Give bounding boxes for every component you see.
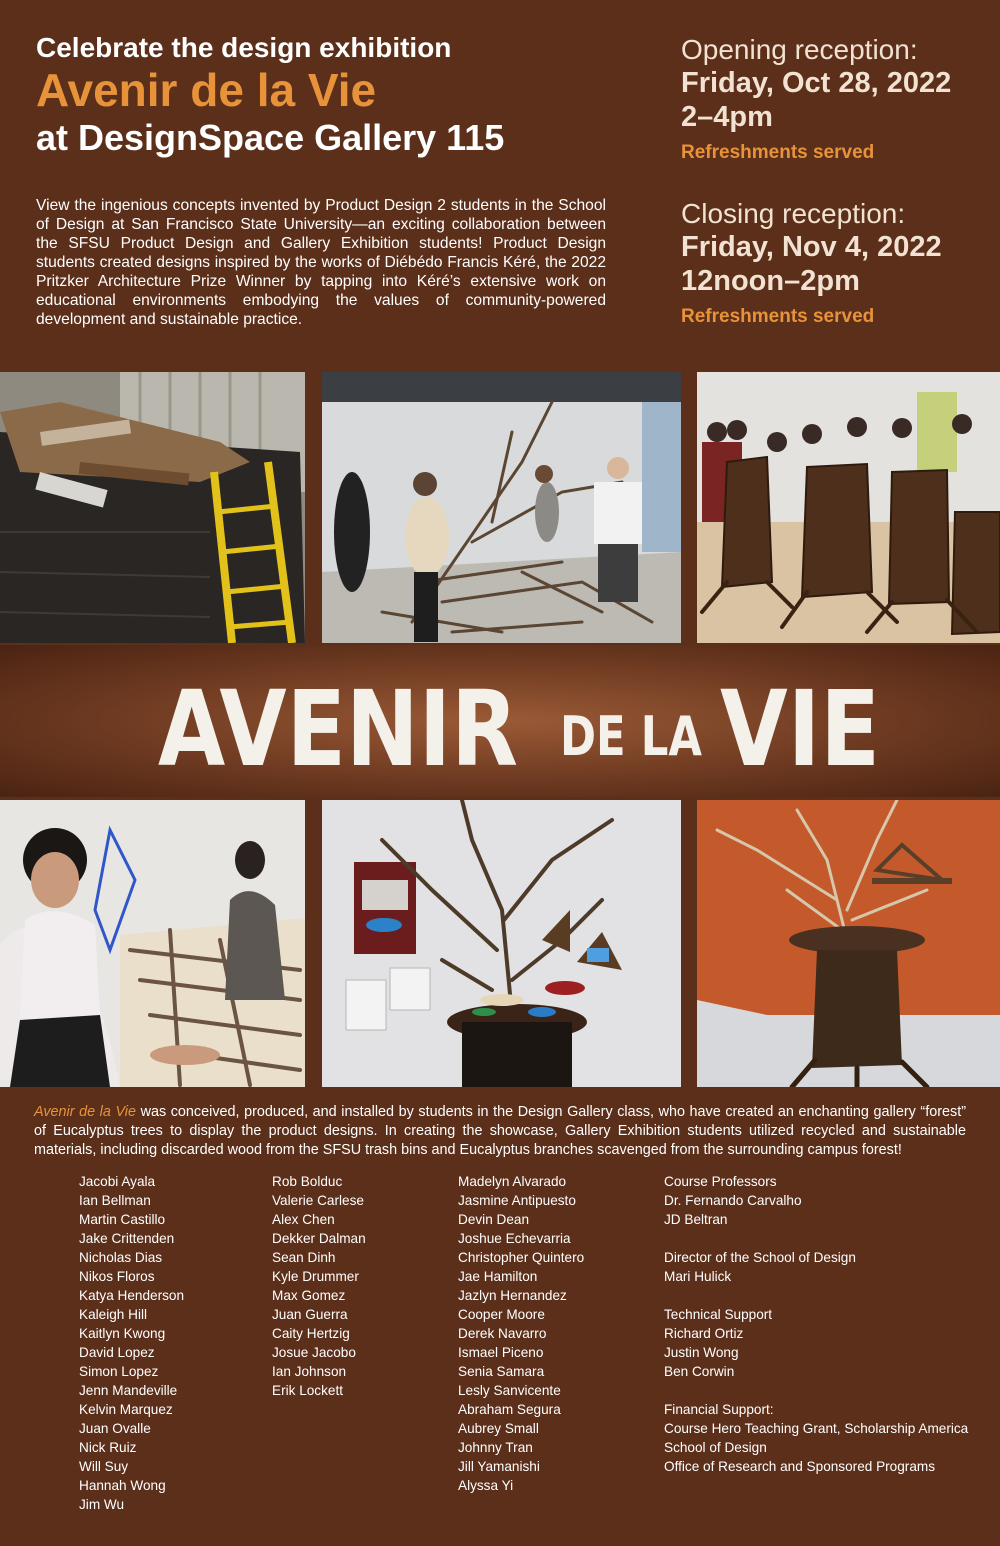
student-name: Josue Jacobo [272, 1345, 356, 1360]
student-name: Juan Ovalle [79, 1421, 151, 1436]
financial-support-item: Office of Research and Sponsored Programs [664, 1459, 936, 1474]
tech-support-heading: Technical Support [664, 1307, 773, 1322]
student-name: Hannah Wong [79, 1478, 166, 1493]
opening-date: Friday, Oct 28, 2022 [681, 67, 952, 99]
student-name: Nicholas Dias [79, 1250, 163, 1265]
banner-word-vie: VIE [720, 668, 880, 790]
student-name: Valerie Carlese [272, 1193, 364, 1208]
exhibition-banner [0, 645, 1000, 797]
students-column-1 [79, 1172, 184, 1514]
student-name: Alex Chen [272, 1212, 335, 1227]
photo-display-tree [322, 800, 681, 1087]
student-name: Aubrey Small [458, 1421, 539, 1436]
closing-refreshments: Refreshments served [681, 306, 875, 327]
student-name: Lesly Sanvicente [458, 1383, 561, 1398]
professors-heading: Course Professors [664, 1174, 777, 1189]
photo-orange-wall-tree [697, 800, 1000, 1087]
student-name: Sean Dinh [272, 1250, 336, 1265]
student-name: Jenn Mandeville [79, 1383, 178, 1398]
student-name: David Lopez [79, 1345, 155, 1360]
intro-line-1: Celebrate the design exhibition [36, 32, 452, 63]
student-name: Alyssa Yi [458, 1478, 514, 1493]
gallery-line: at DesignSpace Gallery 115 [36, 117, 505, 158]
professor-name: JD Beltran [664, 1212, 728, 1227]
credit-text: was conceived, produced, and installed by students in the Design Gallery class, who have created an enchanting gallery “forest” of Eucalyptus trees to display the product designs. In creating the showcase, Gallery Exhibition students utilized recycled and sustainable materials, including discarded wood from the SFSU trash bins and Eucalyptus branches scavenged from the surrounding campus forest! [34, 1104, 966, 1158]
students-column-3 [458, 1172, 584, 1495]
student-name: Jill Yamanishi [458, 1459, 540, 1474]
tech-support-name: Ben Corwin [664, 1364, 735, 1379]
students-column-2 [272, 1172, 366, 1400]
intro-block [36, 32, 616, 329]
closing-label: Closing reception: [681, 198, 906, 229]
exhibition-description: View the ingenious concepts invented by Product Design 2 students in the School of Design at San Francisco State University—an exciting collaboration between the SFSU Product Design and Gallery Exhibition students! Product Design students created designs inspired by the works of Diébédo Francis Kéré, the 2022 Pritzker Architecture Prize Winner by tapping into Kéré’s extensive work on educational environments embodying the values of community-powered development and sustainable practice. [36, 197, 606, 328]
student-name: Juan Guerra [272, 1307, 348, 1322]
photo-dumpster [0, 372, 305, 643]
student-name: Martin Castillo [79, 1212, 166, 1227]
opening-reception [681, 34, 981, 164]
student-name: Caity Hertzig [272, 1326, 350, 1341]
banner-word-avenir: AVENIR [158, 668, 518, 790]
closing-time: 12noon–2pm [681, 265, 860, 297]
student-name: Kelvin Marquez [79, 1402, 173, 1417]
student-name: Nikos Floros [79, 1269, 155, 1284]
opening-refreshments: Refreshments served [681, 142, 875, 163]
photo-tree-stumps [697, 372, 1000, 643]
student-name: Johnny Tran [458, 1440, 533, 1455]
student-name: Rob Bolduc [272, 1174, 343, 1189]
professor-name: Dr. Fernando Carvalho [664, 1193, 802, 1208]
student-name: Ian Johnson [272, 1364, 347, 1379]
student-name: Kaleigh Hill [79, 1307, 148, 1322]
student-name: Ian Bellman [79, 1193, 151, 1208]
student-name: Jazlyn Hernandez [458, 1288, 567, 1303]
student-name: Senia Samara [458, 1364, 545, 1379]
student-name: Nick Ruiz [79, 1440, 137, 1455]
closing-date: Friday, Nov 4, 2022 [681, 231, 942, 263]
tech-support-name: Richard Ortiz [664, 1326, 744, 1341]
financial-support-item: Course Hero Teaching Grant, Scholarship America [664, 1421, 969, 1436]
director-heading: Director of the School of Design [664, 1250, 856, 1265]
director-name: Mari Hulick [664, 1269, 732, 1284]
staff-column [664, 1172, 968, 1476]
student-name: Cooper Moore [458, 1307, 545, 1322]
student-name: Jacobi Ayala [79, 1174, 156, 1189]
student-name: Ismael Piceno [458, 1345, 544, 1360]
student-name: Simon Lopez [79, 1364, 159, 1379]
student-name: Derek Navarro [458, 1326, 547, 1341]
opening-label: Opening reception: [681, 34, 918, 65]
credit-title: Avenir de la Vie [34, 1104, 136, 1120]
student-name: Max Gomez [272, 1288, 346, 1303]
photo-student-branches [0, 800, 305, 1087]
student-name: Abraham Segura [458, 1402, 561, 1417]
student-name: Will Suy [79, 1459, 129, 1474]
tech-support-name: Justin Wong [664, 1345, 739, 1360]
closing-reception [681, 198, 981, 328]
student-name: Erik Lockett [272, 1383, 344, 1398]
student-name: Kaitlyn Kwong [79, 1326, 166, 1341]
opening-time: 2–4pm [681, 101, 773, 133]
photo-branches-room [322, 372, 681, 643]
student-name: Christopher Quintero [458, 1250, 585, 1265]
credit-paragraph [34, 1103, 966, 1160]
student-name: Jim Wu [79, 1497, 125, 1512]
student-name: Joshue Echevarria [458, 1231, 571, 1246]
financial-support-heading: Financial Support: [664, 1402, 774, 1417]
banner-word-de-la: DE LA [560, 705, 703, 768]
student-name: Dekker Dalman [272, 1231, 366, 1246]
student-name: Devin Dean [458, 1212, 530, 1227]
student-name: Jae Hamilton [458, 1269, 538, 1284]
student-name: Jake Crittenden [79, 1231, 175, 1246]
student-name: Madelyn Alvarado [458, 1174, 567, 1189]
student-name: Kyle Drummer [272, 1269, 359, 1284]
financial-support-item: School of Design [664, 1440, 767, 1455]
student-name: Katya Henderson [79, 1288, 185, 1303]
student-name: Jasmine Antipuesto [458, 1193, 576, 1208]
exhibition-title: Avenir de la Vie [36, 64, 377, 116]
